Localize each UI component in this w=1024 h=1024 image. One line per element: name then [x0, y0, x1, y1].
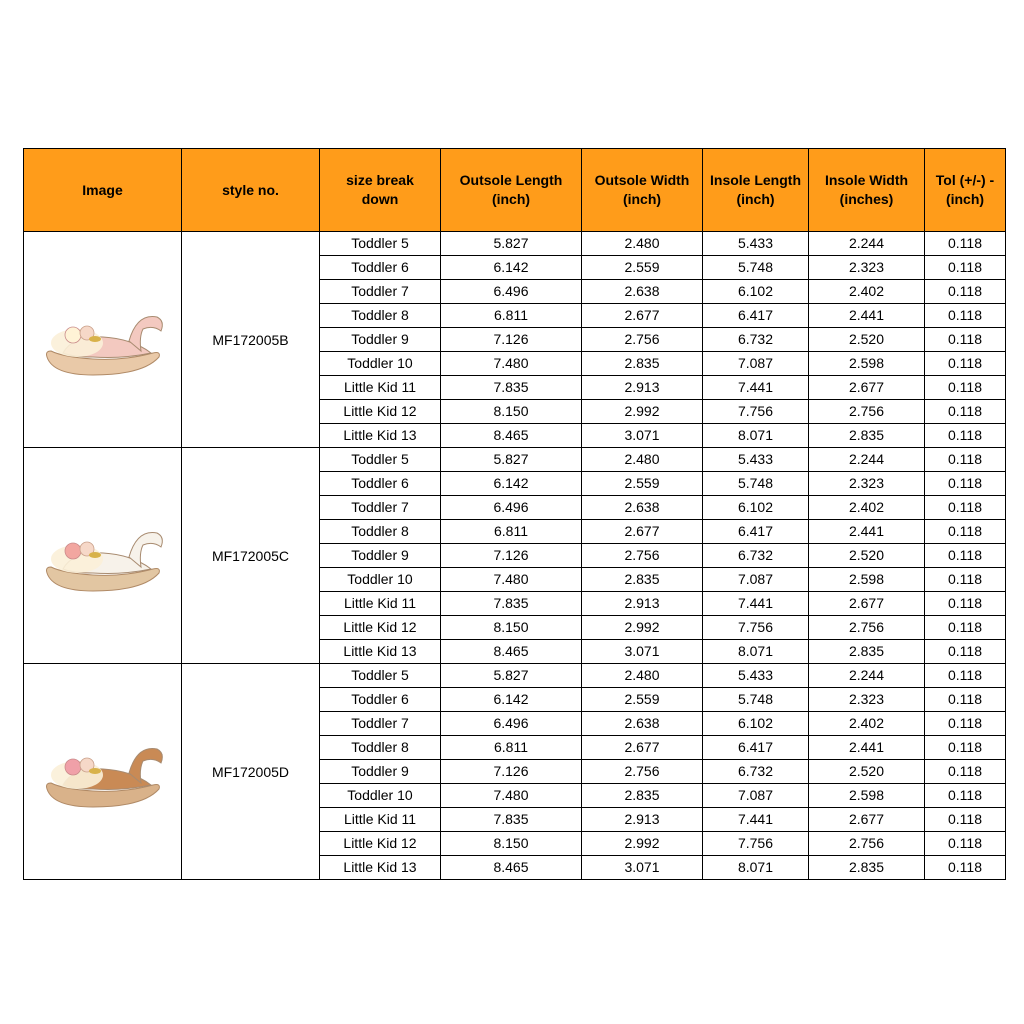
outsole-width-cell: 2.480 — [582, 448, 703, 472]
insole-width-cell: 2.677 — [809, 808, 925, 832]
outsole-width-cell: 3.071 — [582, 640, 703, 664]
outsole-length-cell: 5.827 — [441, 448, 582, 472]
outsole-width-cell: 2.756 — [582, 544, 703, 568]
insole-width-cell: 2.402 — [809, 712, 925, 736]
tolerance-cell: 0.118 — [925, 808, 1006, 832]
outsole-width-cell: 3.071 — [582, 424, 703, 448]
insole-width-cell: 2.835 — [809, 856, 925, 880]
insole-width-cell: 2.441 — [809, 736, 925, 760]
insole-width-cell: 2.323 — [809, 472, 925, 496]
outsole-length-cell: 7.835 — [441, 376, 582, 400]
tolerance-cell: 0.118 — [925, 592, 1006, 616]
tolerance-cell: 0.118 — [925, 256, 1006, 280]
size-breakdown-cell: Toddler 9 — [320, 328, 441, 352]
outsole-width-cell: 2.913 — [582, 808, 703, 832]
insole-width-cell: 2.835 — [809, 640, 925, 664]
tolerance-cell: 0.118 — [925, 328, 1006, 352]
insole-length-cell: 7.441 — [703, 808, 809, 832]
sandal-flower — [65, 543, 81, 559]
tolerance-cell: 0.118 — [925, 568, 1006, 592]
insole-width-cell: 2.244 — [809, 232, 925, 256]
insole-length-cell: 7.756 — [703, 616, 809, 640]
table-row — [24, 232, 1006, 256]
outsole-length-cell: 7.126 — [441, 760, 582, 784]
tolerance-cell: 0.118 — [925, 352, 1006, 376]
tolerance-cell: 0.118 — [925, 832, 1006, 856]
outsole-width-cell: 2.559 — [582, 256, 703, 280]
size-breakdown-cell: Little Kid 13 — [320, 856, 441, 880]
insole-length-cell: 8.071 — [703, 640, 809, 664]
tolerance-cell: 0.118 — [925, 544, 1006, 568]
insole-length-cell: 6.732 — [703, 544, 809, 568]
outsole-length-cell: 6.496 — [441, 496, 582, 520]
insole-length-cell: 7.441 — [703, 376, 809, 400]
header-tolerance: Tol (+/-) - (inch) — [925, 149, 1006, 232]
size-chart-table — [23, 148, 1006, 880]
header-row — [24, 149, 1006, 232]
outsole-length-cell: 6.496 — [441, 280, 582, 304]
header-size-breakdown: size break down — [320, 149, 441, 232]
product-image-cell — [24, 232, 182, 448]
gold-sandal-icon — [33, 727, 173, 817]
header-insole-length: Insole Length (inch) — [703, 149, 809, 232]
outsole-width-cell: 2.835 — [582, 784, 703, 808]
outsole-width-cell: 2.638 — [582, 496, 703, 520]
size-breakdown-cell: Toddler 5 — [320, 448, 441, 472]
size-breakdown-cell: Toddler 7 — [320, 280, 441, 304]
outsole-width-cell: 2.992 — [582, 616, 703, 640]
outsole-width-cell: 2.913 — [582, 376, 703, 400]
style-no-cell: MF172005C — [182, 448, 320, 664]
product-image-cell — [24, 664, 182, 880]
insole-length-cell: 6.417 — [703, 736, 809, 760]
insole-width-cell: 2.835 — [809, 424, 925, 448]
insole-width-cell: 2.323 — [809, 256, 925, 280]
white-sandal-icon — [33, 511, 173, 601]
outsole-length-cell: 7.480 — [441, 352, 582, 376]
insole-length-cell: 7.087 — [703, 352, 809, 376]
insole-width-cell: 2.244 — [809, 664, 925, 688]
tolerance-cell: 0.118 — [925, 664, 1006, 688]
insole-length-cell: 7.441 — [703, 592, 809, 616]
size-breakdown-cell: Toddler 5 — [320, 232, 441, 256]
insole-width-cell: 2.402 — [809, 496, 925, 520]
size-breakdown-cell: Little Kid 13 — [320, 640, 441, 664]
outsole-length-cell: 8.465 — [441, 640, 582, 664]
insole-length-cell: 7.087 — [703, 784, 809, 808]
insole-width-cell: 2.598 — [809, 568, 925, 592]
insole-width-cell: 2.244 — [809, 448, 925, 472]
size-breakdown-cell: Toddler 6 — [320, 472, 441, 496]
table-row — [24, 448, 1006, 472]
tolerance-cell: 0.118 — [925, 376, 1006, 400]
outsole-length-cell: 7.126 — [441, 328, 582, 352]
tolerance-cell: 0.118 — [925, 448, 1006, 472]
header-style-no: style no. — [182, 149, 320, 232]
outsole-width-cell: 2.638 — [582, 712, 703, 736]
header-outsole-length: Outsole Length (inch) — [441, 149, 582, 232]
size-breakdown-cell: Toddler 9 — [320, 544, 441, 568]
tolerance-cell: 0.118 — [925, 856, 1006, 880]
outsole-width-cell: 2.756 — [582, 328, 703, 352]
size-breakdown-cell: Toddler 8 — [320, 304, 441, 328]
outsole-width-cell: 2.913 — [582, 592, 703, 616]
outsole-width-cell: 2.638 — [582, 280, 703, 304]
outsole-width-cell: 2.756 — [582, 760, 703, 784]
outsole-length-cell: 6.142 — [441, 472, 582, 496]
outsole-width-cell: 2.992 — [582, 400, 703, 424]
outsole-length-cell: 6.142 — [441, 688, 582, 712]
tolerance-cell: 0.118 — [925, 616, 1006, 640]
insole-width-cell: 2.598 — [809, 784, 925, 808]
outsole-length-cell: 7.835 — [441, 808, 582, 832]
size-breakdown-cell: Toddler 7 — [320, 496, 441, 520]
tolerance-cell: 0.118 — [925, 496, 1006, 520]
outsole-length-cell: 8.150 — [441, 400, 582, 424]
size-breakdown-cell: Toddler 6 — [320, 256, 441, 280]
insole-length-cell: 7.756 — [703, 400, 809, 424]
insole-width-cell: 2.402 — [809, 280, 925, 304]
insole-width-cell: 2.677 — [809, 592, 925, 616]
insole-length-cell: 5.748 — [703, 256, 809, 280]
pink-sandal-icon — [33, 295, 173, 385]
insole-length-cell: 5.748 — [703, 688, 809, 712]
size-breakdown-cell: Toddler 8 — [320, 520, 441, 544]
outsole-length-cell: 8.465 — [441, 424, 582, 448]
insole-length-cell: 6.417 — [703, 520, 809, 544]
style-no-cell: MF172005D — [182, 664, 320, 880]
insole-width-cell: 2.756 — [809, 400, 925, 424]
header-insole-width: Insole Width (inches) — [809, 149, 925, 232]
size-breakdown-cell: Little Kid 11 — [320, 808, 441, 832]
tolerance-cell: 0.118 — [925, 472, 1006, 496]
outsole-width-cell: 2.559 — [582, 472, 703, 496]
insole-width-cell: 2.756 — [809, 832, 925, 856]
insole-width-cell: 2.520 — [809, 544, 925, 568]
tolerance-cell: 0.118 — [925, 232, 1006, 256]
insole-width-cell: 2.598 — [809, 352, 925, 376]
outsole-length-cell: 5.827 — [441, 664, 582, 688]
sandal-flower — [65, 327, 81, 343]
outsole-length-cell: 8.150 — [441, 832, 582, 856]
insole-length-cell: 7.087 — [703, 568, 809, 592]
outsole-length-cell: 7.480 — [441, 784, 582, 808]
outsole-length-cell: 6.811 — [441, 520, 582, 544]
outsole-width-cell: 2.677 — [582, 304, 703, 328]
size-breakdown-cell: Toddler 6 — [320, 688, 441, 712]
size-breakdown-cell: Little Kid 12 — [320, 832, 441, 856]
sandal-leaf — [89, 552, 101, 558]
insole-length-cell: 6.732 — [703, 760, 809, 784]
outsole-width-cell: 2.835 — [582, 568, 703, 592]
insole-width-cell: 2.441 — [809, 304, 925, 328]
outsole-length-cell: 5.827 — [441, 232, 582, 256]
outsole-length-cell: 8.150 — [441, 616, 582, 640]
size-breakdown-cell: Little Kid 11 — [320, 376, 441, 400]
insole-length-cell: 5.433 — [703, 448, 809, 472]
size-breakdown-cell: Toddler 10 — [320, 352, 441, 376]
outsole-width-cell: 2.559 — [582, 688, 703, 712]
insole-width-cell: 2.323 — [809, 688, 925, 712]
insole-length-cell: 6.102 — [703, 496, 809, 520]
size-breakdown-cell: Toddler 8 — [320, 736, 441, 760]
insole-width-cell: 2.520 — [809, 760, 925, 784]
header-outsole-width: Outsole Width (inch) — [582, 149, 703, 232]
tolerance-cell: 0.118 — [925, 280, 1006, 304]
outsole-width-cell: 2.480 — [582, 664, 703, 688]
size-breakdown-cell: Toddler 10 — [320, 568, 441, 592]
tolerance-cell: 0.118 — [925, 400, 1006, 424]
insole-length-cell: 6.102 — [703, 280, 809, 304]
outsole-width-cell: 2.992 — [582, 832, 703, 856]
size-breakdown-cell: Little Kid 12 — [320, 400, 441, 424]
outsole-length-cell: 6.811 — [441, 304, 582, 328]
size-breakdown-cell: Little Kid 11 — [320, 592, 441, 616]
outsole-width-cell: 2.835 — [582, 352, 703, 376]
outsole-width-cell: 2.677 — [582, 520, 703, 544]
insole-length-cell: 6.732 — [703, 328, 809, 352]
insole-width-cell: 2.756 — [809, 616, 925, 640]
outsole-width-cell: 2.480 — [582, 232, 703, 256]
tolerance-cell: 0.118 — [925, 760, 1006, 784]
size-breakdown-cell: Toddler 5 — [320, 664, 441, 688]
outsole-width-cell: 3.071 — [582, 856, 703, 880]
outsole-length-cell: 6.496 — [441, 712, 582, 736]
tolerance-cell: 0.118 — [925, 520, 1006, 544]
size-breakdown-cell: Little Kid 12 — [320, 616, 441, 640]
outsole-length-cell: 7.480 — [441, 568, 582, 592]
size-breakdown-cell: Little Kid 13 — [320, 424, 441, 448]
insole-length-cell: 6.417 — [703, 304, 809, 328]
sandal-flower — [65, 759, 81, 775]
tolerance-cell: 0.118 — [925, 640, 1006, 664]
outsole-length-cell: 6.142 — [441, 256, 582, 280]
header-image: Image — [24, 149, 182, 232]
insole-length-cell: 8.071 — [703, 856, 809, 880]
size-breakdown-cell: Toddler 10 — [320, 784, 441, 808]
style-no-cell: MF172005B — [182, 232, 320, 448]
outsole-length-cell: 7.126 — [441, 544, 582, 568]
product-image-cell — [24, 448, 182, 664]
outsole-width-cell: 2.677 — [582, 736, 703, 760]
tolerance-cell: 0.118 — [925, 736, 1006, 760]
table-body — [24, 232, 1006, 880]
outsole-length-cell: 7.835 — [441, 592, 582, 616]
tolerance-cell: 0.118 — [925, 304, 1006, 328]
insole-length-cell: 5.433 — [703, 664, 809, 688]
outsole-length-cell: 8.465 — [441, 856, 582, 880]
size-breakdown-cell: Toddler 7 — [320, 712, 441, 736]
tolerance-cell: 0.118 — [925, 712, 1006, 736]
size-breakdown-cell: Toddler 9 — [320, 760, 441, 784]
insole-length-cell: 5.433 — [703, 232, 809, 256]
outsole-length-cell: 6.811 — [441, 736, 582, 760]
insole-width-cell: 2.441 — [809, 520, 925, 544]
insole-length-cell: 8.071 — [703, 424, 809, 448]
insole-length-cell: 7.756 — [703, 832, 809, 856]
table-row — [24, 664, 1006, 688]
insole-length-cell: 6.102 — [703, 712, 809, 736]
tolerance-cell: 0.118 — [925, 424, 1006, 448]
sandal-leaf — [89, 768, 101, 774]
insole-length-cell: 5.748 — [703, 472, 809, 496]
tolerance-cell: 0.118 — [925, 784, 1006, 808]
tolerance-cell: 0.118 — [925, 688, 1006, 712]
sandal-leaf — [89, 336, 101, 342]
insole-width-cell: 2.520 — [809, 328, 925, 352]
insole-width-cell: 2.677 — [809, 376, 925, 400]
